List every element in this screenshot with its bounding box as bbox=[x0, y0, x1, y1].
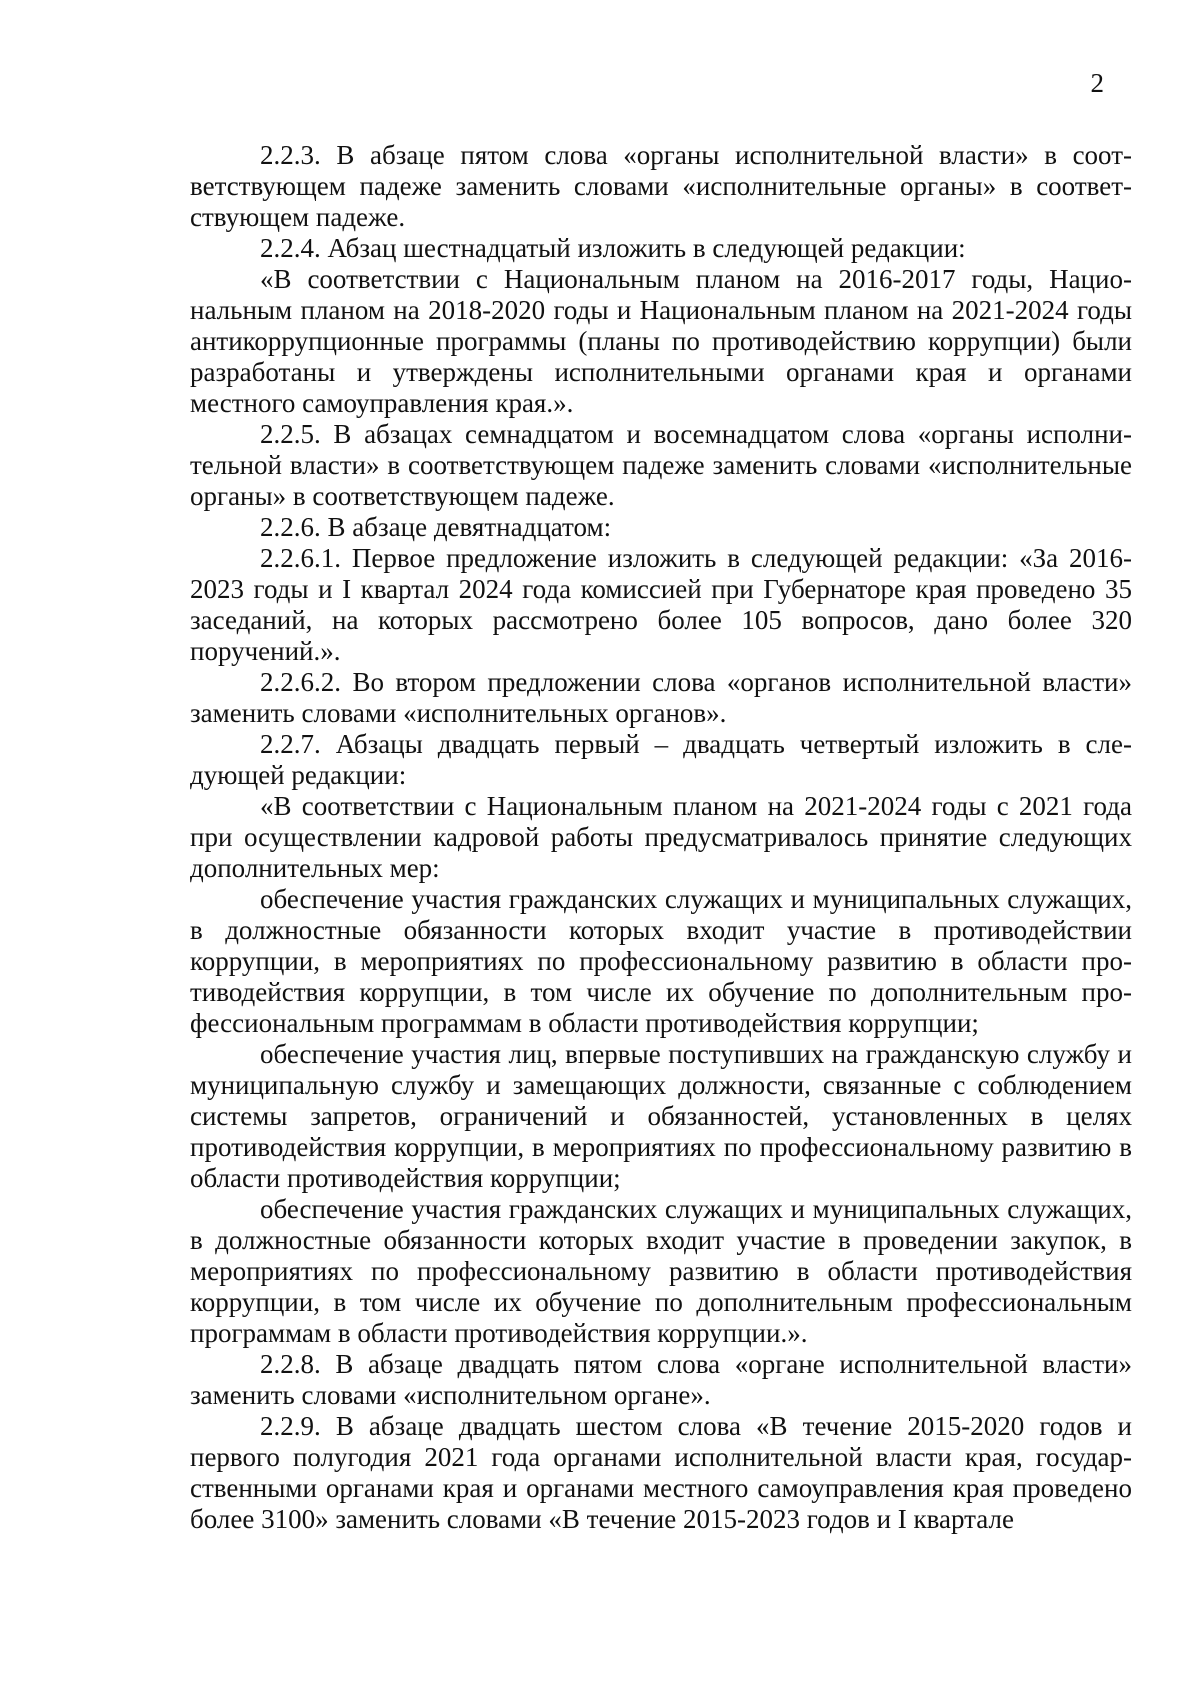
paragraph-2-2-5: 2.2.5. В абзацах семнадцатом и восемнадцатом слова «органы исполнительной власти» в соответствующем падеже заменить словами «исполнительные органы» в соответствующем падеже. bbox=[190, 419, 1132, 511]
paragraph-2-2-4: 2.2.4. Абзац шестнадцатый изложить в следующей редакции: bbox=[260, 233, 966, 263]
paragraph-2-2-6-2: 2.2.6.2. Во втором предложении слова «органов исполнительной власти» заменить словами «исполнительных органов». bbox=[190, 667, 1132, 728]
paragraph-2-2-9: 2.2.9. В абзаце двадцать шестом слова «В течение 2015-2020 годов и первого полугодия 2021 года органами исполнительной власти края, государственными органами края и органами местного самоуправления края проведено более 3100» заменить словами «В течение 2015-2023 годов и I квартале bbox=[190, 1411, 1132, 1534]
paragraph-2-2-7: 2.2.7. Абзацы двадцать первый – двадцать четвертый изложить в следующей редакции: bbox=[190, 729, 1132, 790]
paragraph-2-2-3: 2.2.3. В абзаце пятом слова «органы исполнительной власти» в соответствующем падеже заменить словами «исполнительные органы» в соответствующем падеже. bbox=[190, 140, 1132, 232]
paragraph-2-2-8: 2.2.8. В абзаце двадцать пятом слова «органе исполнительной власти» заменить словами «исполнительном органе». bbox=[190, 1349, 1132, 1410]
paragraph-quote-national-plans: «В соответствии с Национальным планом на 2016-2017 годы, Национальным планом на 2018-2020 годы и Национальным планом на 2021-2024 годы антикоррупционные программы (планы по противодействию коррупции) были разработаны и утверждены исполнительными органами края и органами местного самоуправления края.». bbox=[190, 264, 1132, 418]
paragraph-2-2-6-1: 2.2.6.1. Первое предложение изложить в следующей редакции: «За 2016-2023 годы и I квартал 2024 года комиссией при Губернаторе края проведено 35 заседаний, на которых рассмотрено более 105 вопросов, дано более 320 поручений.». bbox=[190, 543, 1132, 666]
document-body bbox=[190, 140, 1132, 1535]
page-number: 2 bbox=[1090, 68, 1104, 98]
paragraph-measure-2: обеспечение участия лиц, впервые поступивших на гражданскую службу и муниципальную службу и замещающих должности, связанные с соблюдением системы запретов, ограничений и обязанностей, установленных в целях противодействия коррупции, в мероприятиях по профессиональному развитию в области противодействия коррупции; bbox=[190, 1039, 1132, 1193]
paragraph-measure-1: обеспечение участия гражданских служащих и муниципальных служащих, в должностные обязанности которых входит участие в противодействии коррупции, в мероприятиях по профессиональному развитию в области противодействия коррупции, в том числе их обучение по дополнительным профессиональным программам в области противодействия коррупции; bbox=[190, 884, 1132, 1038]
paragraph-2-2-6: 2.2.6. В абзаце девятнадцатом: bbox=[260, 512, 612, 542]
paragraph-measure-3: обеспечение участия гражданских служащих и муниципальных служащих, в должностные обязанности которых входит участие в проведении закупок, в мероприятиях по профессиональному развитию в области противодействия коррупции, в том числе их обучение по дополнительным профессиональным программам в области противодействия коррупции.». bbox=[190, 1194, 1132, 1348]
paragraph-quote-personnel-work: «В соответствии с Национальным планом на 2021-2024 годы с 2021 года при осуществлении кадровой работы предусматривалось принятие следующих дополнительных мер: bbox=[190, 791, 1132, 883]
